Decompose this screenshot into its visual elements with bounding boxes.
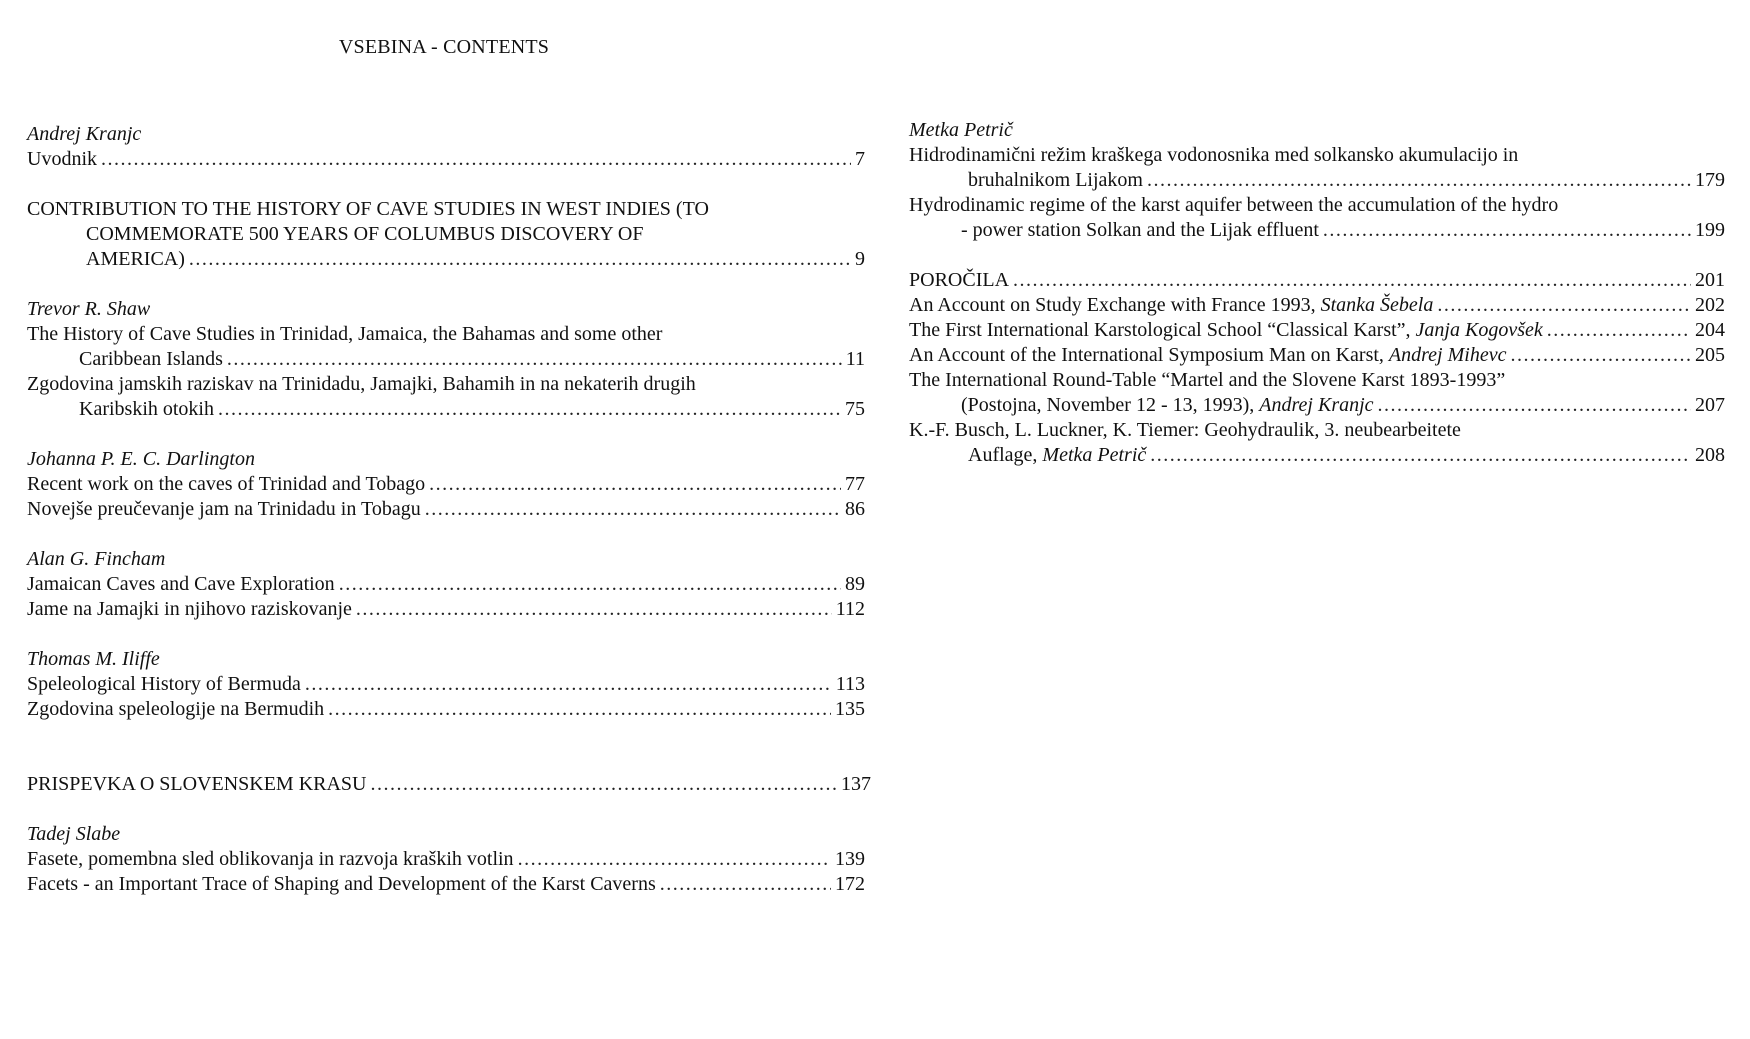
entry-title: Zgodovina speleologije na Bermudih — [27, 698, 325, 720]
author-petric: Metka Petrič — [909, 119, 1013, 141]
leader-dots — [305, 672, 832, 697]
toc-entry-fincham-slovene[interactable] — [27, 597, 865, 622]
leader-dots — [425, 497, 841, 522]
leader-dots — [339, 572, 841, 597]
leader-dots — [1150, 443, 1691, 468]
entry-title: Facets - an Important Trace of Shaping and Development of the Karst Caverns — [27, 873, 656, 895]
entry-title-text: The First International Karstological School “Classical Karst”, — [909, 319, 1416, 341]
leader-dots — [227, 347, 842, 372]
entry-author: Andrej Mihevc — [1388, 344, 1507, 366]
toc-entry-iliffe-slovene[interactable] — [27, 697, 865, 722]
leader-dots — [1510, 343, 1691, 368]
toc-entry-prispevka[interactable] — [27, 772, 871, 797]
entry-title-text: An Account on Study Exchange with France 1993, — [909, 294, 1321, 316]
leader-dots — [189, 247, 851, 272]
toc-entry-iliffe-english[interactable] — [27, 672, 865, 697]
toc-entry-shaw-slovene[interactable] — [27, 397, 865, 422]
toc-entry-slabe-slovene[interactable] — [27, 847, 865, 872]
entry-title: PRISPEVKA O SLOVENSKEM KRASU — [27, 773, 367, 795]
toc-entry-report-sebela[interactable] — [909, 293, 1725, 318]
page-number: 135 — [835, 698, 865, 720]
page-number: 112 — [835, 598, 865, 620]
entry-title: Speleological History of Bermuda — [27, 673, 301, 695]
leader-dots — [1013, 268, 1691, 293]
contents-right-column — [909, 118, 1725, 468]
page-number: 77 — [845, 473, 865, 495]
toc-entry-contribution[interactable] — [27, 247, 865, 272]
toc-entry-report-mihevc[interactable] — [909, 343, 1725, 368]
author-darlington: Johanna P. E. C. Darlington — [27, 448, 255, 470]
leader-dots — [1323, 218, 1691, 243]
page-number: 11 — [845, 348, 865, 370]
entry-title-line1: Zgodovina jamskih raziskav na Trinidadu, Jamajki, Bahamih in na nekaterih drugih — [27, 373, 696, 395]
entry-title — [961, 393, 1374, 418]
leader-dots — [328, 697, 831, 722]
page-number: 179 — [1695, 169, 1725, 191]
entry-title: Jamaican Caves and Cave Exploration — [27, 573, 335, 595]
entry-title: Jame na Jamajki in njihovo raziskovanje — [27, 598, 352, 620]
page-number: 202 — [1695, 294, 1725, 316]
leader-dots — [1547, 318, 1691, 343]
page-number: 139 — [835, 848, 865, 870]
entry-title-text: An Account of the International Symposium Man on Karst, — [909, 344, 1389, 366]
page-number: 137 — [841, 773, 871, 795]
leader-dots — [1378, 393, 1691, 418]
entry-title-line1: Hidrodinamični režim kraškega vodonosnika med solkansko akumulacijo in — [909, 144, 1519, 166]
toc-entry-uvodnik[interactable] — [27, 147, 865, 172]
page-number: 208 — [1695, 444, 1725, 466]
section-heading-contribution-line1: CONTRIBUTION TO THE HISTORY OF CAVE STUDIES IN WEST INDIES (TO — [27, 198, 709, 220]
entry-title: Novejše preučevanje jam na Trinidadu in Tobagu — [27, 498, 421, 520]
entry-title: bruhalnikom Lijakom — [968, 169, 1143, 191]
page-number: 207 — [1695, 394, 1725, 416]
leader-dots — [429, 472, 841, 497]
entry-title: Uvodnik — [27, 148, 97, 170]
page-number: 86 — [845, 498, 865, 520]
entry-title: AMERICA) — [86, 248, 185, 270]
entry-author: Metka Petrič — [1042, 444, 1147, 466]
contents-left-column — [27, 122, 871, 897]
entry-title — [909, 318, 1543, 343]
author-shaw: Trevor R. Shaw — [27, 298, 151, 320]
entry-title — [909, 293, 1433, 318]
leader-dots — [371, 772, 837, 797]
page-number: 113 — [835, 673, 865, 695]
page-number: 7 — [855, 148, 865, 170]
entry-title: Caribbean Islands — [79, 348, 223, 370]
page-number: 201 — [1695, 269, 1725, 291]
toc-entry-slabe-english[interactable] — [27, 872, 865, 897]
entry-title-line1: The History of Cave Studies in Trinidad, Jamaica, the Bahamas and some other — [27, 323, 663, 345]
toc-entry-report-kogovsek[interactable] — [909, 318, 1725, 343]
page-number: 9 — [855, 248, 865, 270]
toc-entry-report-round-table[interactable] — [909, 393, 1725, 418]
toc-entry-report-geohydraulik[interactable] — [909, 443, 1725, 468]
entry-title: Fasete, pomembna sled oblikovanja in razvoja kraških votlin — [27, 848, 514, 870]
leader-dots — [518, 847, 831, 872]
toc-entry-darlington-slovene[interactable] — [27, 497, 865, 522]
entry-title-text: Auflage, — [968, 444, 1043, 466]
author-fincham: Alan G. Fincham — [27, 548, 166, 570]
section-heading-contribution-line2: COMMEMORATE 500 YEARS OF COLUMBUS DISCOVERY OF — [86, 223, 644, 245]
leader-dots — [101, 147, 851, 172]
entry-title-line1: The International Round-Table “Martel and the Slovene Karst 1893-1993” — [909, 369, 1506, 391]
page-number: 199 — [1695, 219, 1725, 241]
entry-title — [909, 343, 1506, 368]
toc-entry-porocila[interactable] — [909, 268, 1725, 293]
page-number: 204 — [1695, 319, 1725, 341]
entry-title-text: (Postojna, November 12 - 13, 1993), — [961, 394, 1260, 416]
leader-dots — [1437, 293, 1691, 318]
leader-dots — [660, 872, 831, 897]
entry-title-line1: Hydrodinamic regime of the karst aquifer between the accumulation of the hydro — [909, 194, 1559, 216]
page-title: VSEBINA - CONTENTS — [338, 36, 550, 58]
author-kranjc: Andrej Kranjc — [27, 123, 142, 145]
leader-dots — [218, 397, 841, 422]
entry-author: Janja Kogovšek — [1415, 319, 1543, 341]
page-number: 89 — [845, 573, 865, 595]
entry-title: Recent work on the caves of Trinidad and Tobago — [27, 473, 426, 495]
entry-title: POROČILA — [909, 269, 1010, 291]
author-slabe: Tadej Slabe — [27, 823, 121, 845]
entry-author: Stanka Šebela — [1320, 294, 1434, 316]
leader-dots — [356, 597, 832, 622]
toc-entry-fincham-english[interactable] — [27, 572, 865, 597]
toc-entry-darlington-english[interactable] — [27, 472, 865, 497]
leader-dots — [1147, 168, 1691, 193]
entry-title-line1: K.-F. Busch, L. Luckner, K. Tiemer: Geohydraulik, 3. neubearbeitete — [909, 419, 1461, 441]
author-iliffe: Thomas M. Iliffe — [27, 648, 160, 670]
entry-author: Andrej Kranjc — [1259, 394, 1374, 416]
toc-entry-shaw-english[interactable] — [27, 347, 865, 372]
toc-entry-petric-slovene[interactable] — [909, 168, 1725, 193]
entry-title: Karibskih otokih — [79, 398, 214, 420]
toc-entry-petric-english[interactable] — [909, 218, 1725, 243]
page-number: 75 — [845, 398, 865, 420]
page-number: 172 — [835, 873, 865, 895]
entry-title — [968, 443, 1146, 468]
page-number: 205 — [1695, 344, 1725, 366]
entry-title: - power station Solkan and the Lijak effluent — [961, 219, 1319, 241]
